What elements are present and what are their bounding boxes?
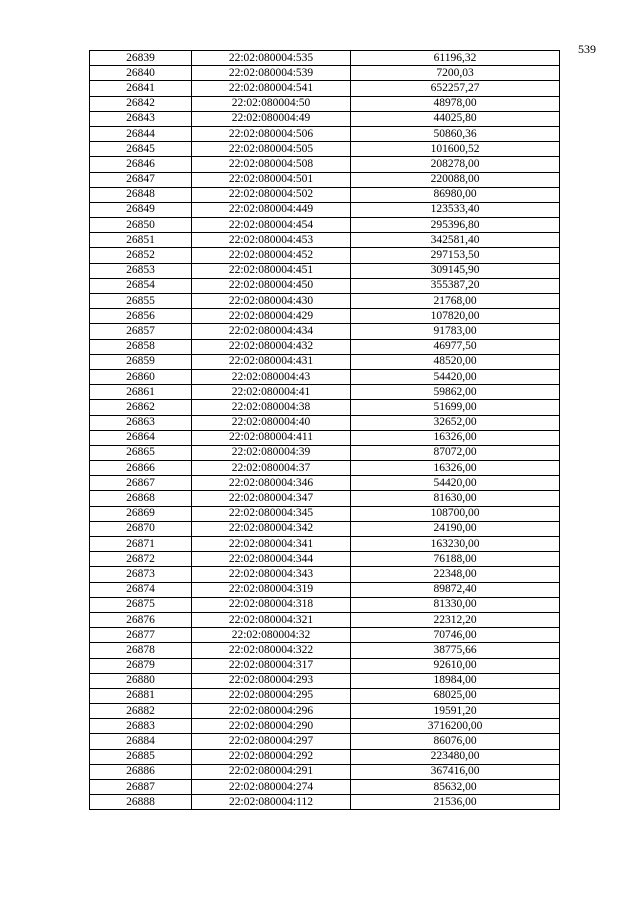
table-row	[90, 764, 560, 779]
cadastral-number-cell: 22:02:080004:344	[192, 552, 351, 567]
value-cell: 342581,40	[351, 233, 560, 248]
cadastral-number-cell: 22:02:080004:343	[192, 567, 351, 582]
cadastral-number-cell: 22:02:080004:295	[192, 688, 351, 703]
cadastral-number-cell: 22:02:080004:452	[192, 248, 351, 263]
row-number-cell: 26860	[90, 369, 192, 384]
table-row	[90, 582, 560, 597]
table-row	[90, 51, 560, 66]
row-number-cell: 26868	[90, 491, 192, 506]
cadastral-number-cell: 22:02:080004:292	[192, 749, 351, 764]
value-cell: 85632,00	[351, 780, 560, 795]
value-cell: 19591,20	[351, 704, 560, 719]
cadastral-number-cell: 22:02:080004:347	[192, 491, 351, 506]
row-number-cell: 26846	[90, 157, 192, 172]
value-cell: 107820,00	[351, 309, 560, 324]
value-cell: 86076,00	[351, 734, 560, 749]
row-number-cell: 26857	[90, 324, 192, 339]
value-cell: 21768,00	[351, 294, 560, 309]
cadastral-number-cell: 22:02:080004:50	[192, 96, 351, 111]
value-cell: 108700,00	[351, 506, 560, 521]
cadastral-number-cell: 22:02:080004:430	[192, 294, 351, 309]
row-number-cell: 26845	[90, 142, 192, 157]
cadastral-number-cell: 22:02:080004:319	[192, 582, 351, 597]
table-row	[90, 719, 560, 734]
value-cell: 297153,50	[351, 248, 560, 263]
row-number-cell: 26865	[90, 445, 192, 460]
cadastral-number-cell: 22:02:080004:112	[192, 795, 351, 810]
value-cell: 355387,20	[351, 278, 560, 293]
row-number-cell: 26871	[90, 537, 192, 552]
value-cell: 18984,00	[351, 673, 560, 688]
cadastral-table	[89, 50, 560, 810]
table-row	[90, 612, 560, 627]
row-number-cell: 26852	[90, 248, 192, 263]
table-row	[90, 294, 560, 309]
table-row	[90, 734, 560, 749]
row-number-cell: 26856	[90, 309, 192, 324]
cadastral-number-cell: 22:02:080004:434	[192, 324, 351, 339]
value-cell: 51699,00	[351, 400, 560, 415]
table-row	[90, 461, 560, 476]
value-cell: 48520,00	[351, 354, 560, 369]
cadastral-number-cell: 22:02:080004:274	[192, 780, 351, 795]
cadastral-number-cell: 22:02:080004:454	[192, 218, 351, 233]
row-number-cell: 26887	[90, 780, 192, 795]
table-row	[90, 491, 560, 506]
table-row	[90, 111, 560, 126]
value-cell: 367416,00	[351, 764, 560, 779]
value-cell: 21536,00	[351, 795, 560, 810]
table-row	[90, 324, 560, 339]
cadastral-number-cell: 22:02:080004:539	[192, 66, 351, 81]
cadastral-number-cell: 22:02:080004:40	[192, 415, 351, 430]
value-cell: 24190,00	[351, 521, 560, 536]
cadastral-number-cell: 22:02:080004:541	[192, 81, 351, 96]
table-row	[90, 704, 560, 719]
value-cell: 101600,52	[351, 142, 560, 157]
value-cell: 76188,00	[351, 552, 560, 567]
table-row	[90, 96, 560, 111]
table-row	[90, 506, 560, 521]
cadastral-number-cell: 22:02:080004:317	[192, 658, 351, 673]
row-number-cell: 26884	[90, 734, 192, 749]
table-row	[90, 476, 560, 491]
value-cell: 54420,00	[351, 369, 560, 384]
table-row	[90, 369, 560, 384]
cadastral-number-cell: 22:02:080004:451	[192, 263, 351, 278]
row-number-cell: 26859	[90, 354, 192, 369]
table-row	[90, 415, 560, 430]
row-number-cell: 26862	[90, 400, 192, 415]
row-number-cell: 26858	[90, 339, 192, 354]
row-number-cell: 26878	[90, 643, 192, 658]
value-cell: 309145,90	[351, 263, 560, 278]
value-cell: 7200,03	[351, 66, 560, 81]
table-row	[90, 537, 560, 552]
table-row	[90, 552, 560, 567]
cadastral-number-cell: 22:02:080004:431	[192, 354, 351, 369]
value-cell: 223480,00	[351, 749, 560, 764]
cadastral-number-cell: 22:02:080004:291	[192, 764, 351, 779]
row-number-cell: 26867	[90, 476, 192, 491]
row-number-cell: 26872	[90, 552, 192, 567]
cadastral-number-cell: 22:02:080004:38	[192, 400, 351, 415]
row-number-cell: 26885	[90, 749, 192, 764]
row-number-cell: 26849	[90, 202, 192, 217]
value-cell: 3716200,00	[351, 719, 560, 734]
cadastral-number-cell: 22:02:080004:535	[192, 51, 351, 66]
row-number-cell: 26853	[90, 263, 192, 278]
value-cell: 54420,00	[351, 476, 560, 491]
table-row	[90, 688, 560, 703]
value-cell: 92610,00	[351, 658, 560, 673]
table-row	[90, 187, 560, 202]
value-cell: 68025,00	[351, 688, 560, 703]
row-number-cell: 26841	[90, 81, 192, 96]
table-row	[90, 126, 560, 141]
value-cell: 123533,40	[351, 202, 560, 217]
cadastral-number-cell: 22:02:080004:39	[192, 445, 351, 460]
row-number-cell: 26888	[90, 795, 192, 810]
row-number-cell: 26855	[90, 294, 192, 309]
table-body	[90, 51, 560, 810]
table-row	[90, 172, 560, 187]
cadastral-number-cell: 22:02:080004:346	[192, 476, 351, 491]
row-number-cell: 26870	[90, 521, 192, 536]
row-number-cell: 26848	[90, 187, 192, 202]
value-cell: 81630,00	[351, 491, 560, 506]
cadastral-number-cell: 22:02:080004:453	[192, 233, 351, 248]
value-cell: 46977,50	[351, 339, 560, 354]
table-row	[90, 278, 560, 293]
table-row	[90, 202, 560, 217]
cadastral-number-cell: 22:02:080004:449	[192, 202, 351, 217]
table-row	[90, 445, 560, 460]
row-number-cell: 26883	[90, 719, 192, 734]
cadastral-number-cell: 22:02:080004:293	[192, 673, 351, 688]
table-row	[90, 233, 560, 248]
cadastral-number-cell: 22:02:080004:341	[192, 537, 351, 552]
value-cell: 295396,80	[351, 218, 560, 233]
table-row	[90, 339, 560, 354]
cadastral-number-cell: 22:02:080004:43	[192, 369, 351, 384]
table-row	[90, 597, 560, 612]
cadastral-number-cell: 22:02:080004:297	[192, 734, 351, 749]
value-cell: 81330,00	[351, 597, 560, 612]
row-number-cell: 26875	[90, 597, 192, 612]
row-number-cell: 26876	[90, 612, 192, 627]
value-cell: 70746,00	[351, 628, 560, 643]
value-cell: 16326,00	[351, 430, 560, 445]
row-number-cell: 26881	[90, 688, 192, 703]
table-row	[90, 749, 560, 764]
table-row	[90, 66, 560, 81]
table-row	[90, 521, 560, 536]
value-cell: 59862,00	[351, 385, 560, 400]
value-cell: 91783,00	[351, 324, 560, 339]
table-row	[90, 430, 560, 445]
table-row	[90, 795, 560, 810]
cadastral-number-cell: 22:02:080004:411	[192, 430, 351, 445]
row-number-cell: 26847	[90, 172, 192, 187]
value-cell: 48978,00	[351, 96, 560, 111]
value-cell: 16326,00	[351, 461, 560, 476]
row-number-cell: 26840	[90, 66, 192, 81]
cadastral-number-cell: 22:02:080004:450	[192, 278, 351, 293]
cadastral-number-cell: 22:02:080004:508	[192, 157, 351, 172]
cadastral-number-cell: 22:02:080004:342	[192, 521, 351, 536]
cadastral-number-cell: 22:02:080004:37	[192, 461, 351, 476]
row-number-cell: 26864	[90, 430, 192, 445]
value-cell: 652257,27	[351, 81, 560, 96]
row-number-cell: 26874	[90, 582, 192, 597]
row-number-cell: 26854	[90, 278, 192, 293]
table-row	[90, 309, 560, 324]
row-number-cell: 26886	[90, 764, 192, 779]
row-number-cell: 26866	[90, 461, 192, 476]
table-row	[90, 628, 560, 643]
cadastral-number-cell: 22:02:080004:321	[192, 612, 351, 627]
table-row	[90, 142, 560, 157]
cadastral-number-cell: 22:02:080004:322	[192, 643, 351, 658]
cadastral-number-cell: 22:02:080004:345	[192, 506, 351, 521]
cadastral-number-cell: 22:02:080004:296	[192, 704, 351, 719]
cadastral-number-cell: 22:02:080004:502	[192, 187, 351, 202]
value-cell: 87072,00	[351, 445, 560, 460]
value-cell: 22312,20	[351, 612, 560, 627]
row-number-cell: 26850	[90, 218, 192, 233]
row-number-cell: 26880	[90, 673, 192, 688]
value-cell: 38775,66	[351, 643, 560, 658]
row-number-cell: 26869	[90, 506, 192, 521]
cadastral-number-cell: 22:02:080004:506	[192, 126, 351, 141]
table-row	[90, 81, 560, 96]
value-cell: 50860,36	[351, 126, 560, 141]
table-row	[90, 248, 560, 263]
row-number-cell: 26861	[90, 385, 192, 400]
table-row	[90, 567, 560, 582]
row-number-cell: 26839	[90, 51, 192, 66]
row-number-cell: 26879	[90, 658, 192, 673]
table-row	[90, 643, 560, 658]
row-number-cell: 26844	[90, 126, 192, 141]
value-cell: 22348,00	[351, 567, 560, 582]
table-row	[90, 218, 560, 233]
cadastral-number-cell: 22:02:080004:432	[192, 339, 351, 354]
table-row	[90, 263, 560, 278]
cadastral-number-cell: 22:02:080004:501	[192, 172, 351, 187]
table-row	[90, 157, 560, 172]
table-row	[90, 385, 560, 400]
cadastral-number-cell: 22:02:080004:505	[192, 142, 351, 157]
row-number-cell: 26842	[90, 96, 192, 111]
cadastral-number-cell: 22:02:080004:32	[192, 628, 351, 643]
cadastral-number-cell: 22:02:080004:41	[192, 385, 351, 400]
value-cell: 220088,00	[351, 172, 560, 187]
value-cell: 163230,00	[351, 537, 560, 552]
page-number: 539	[578, 42, 596, 56]
cadastral-number-cell: 22:02:080004:318	[192, 597, 351, 612]
value-cell: 86980,00	[351, 187, 560, 202]
row-number-cell: 26843	[90, 111, 192, 126]
cadastral-number-cell: 22:02:080004:49	[192, 111, 351, 126]
value-cell: 61196,32	[351, 51, 560, 66]
cadastral-number-cell: 22:02:080004:429	[192, 309, 351, 324]
row-number-cell: 26873	[90, 567, 192, 582]
row-number-cell: 26882	[90, 704, 192, 719]
value-cell: 32652,00	[351, 415, 560, 430]
table-row	[90, 400, 560, 415]
value-cell: 208278,00	[351, 157, 560, 172]
row-number-cell: 26851	[90, 233, 192, 248]
cadastral-number-cell: 22:02:080004:290	[192, 719, 351, 734]
row-number-cell: 26863	[90, 415, 192, 430]
table-row	[90, 658, 560, 673]
table-row	[90, 673, 560, 688]
value-cell: 89872,40	[351, 582, 560, 597]
value-cell: 44025,80	[351, 111, 560, 126]
table-row	[90, 780, 560, 795]
table-row	[90, 354, 560, 369]
row-number-cell: 26877	[90, 628, 192, 643]
